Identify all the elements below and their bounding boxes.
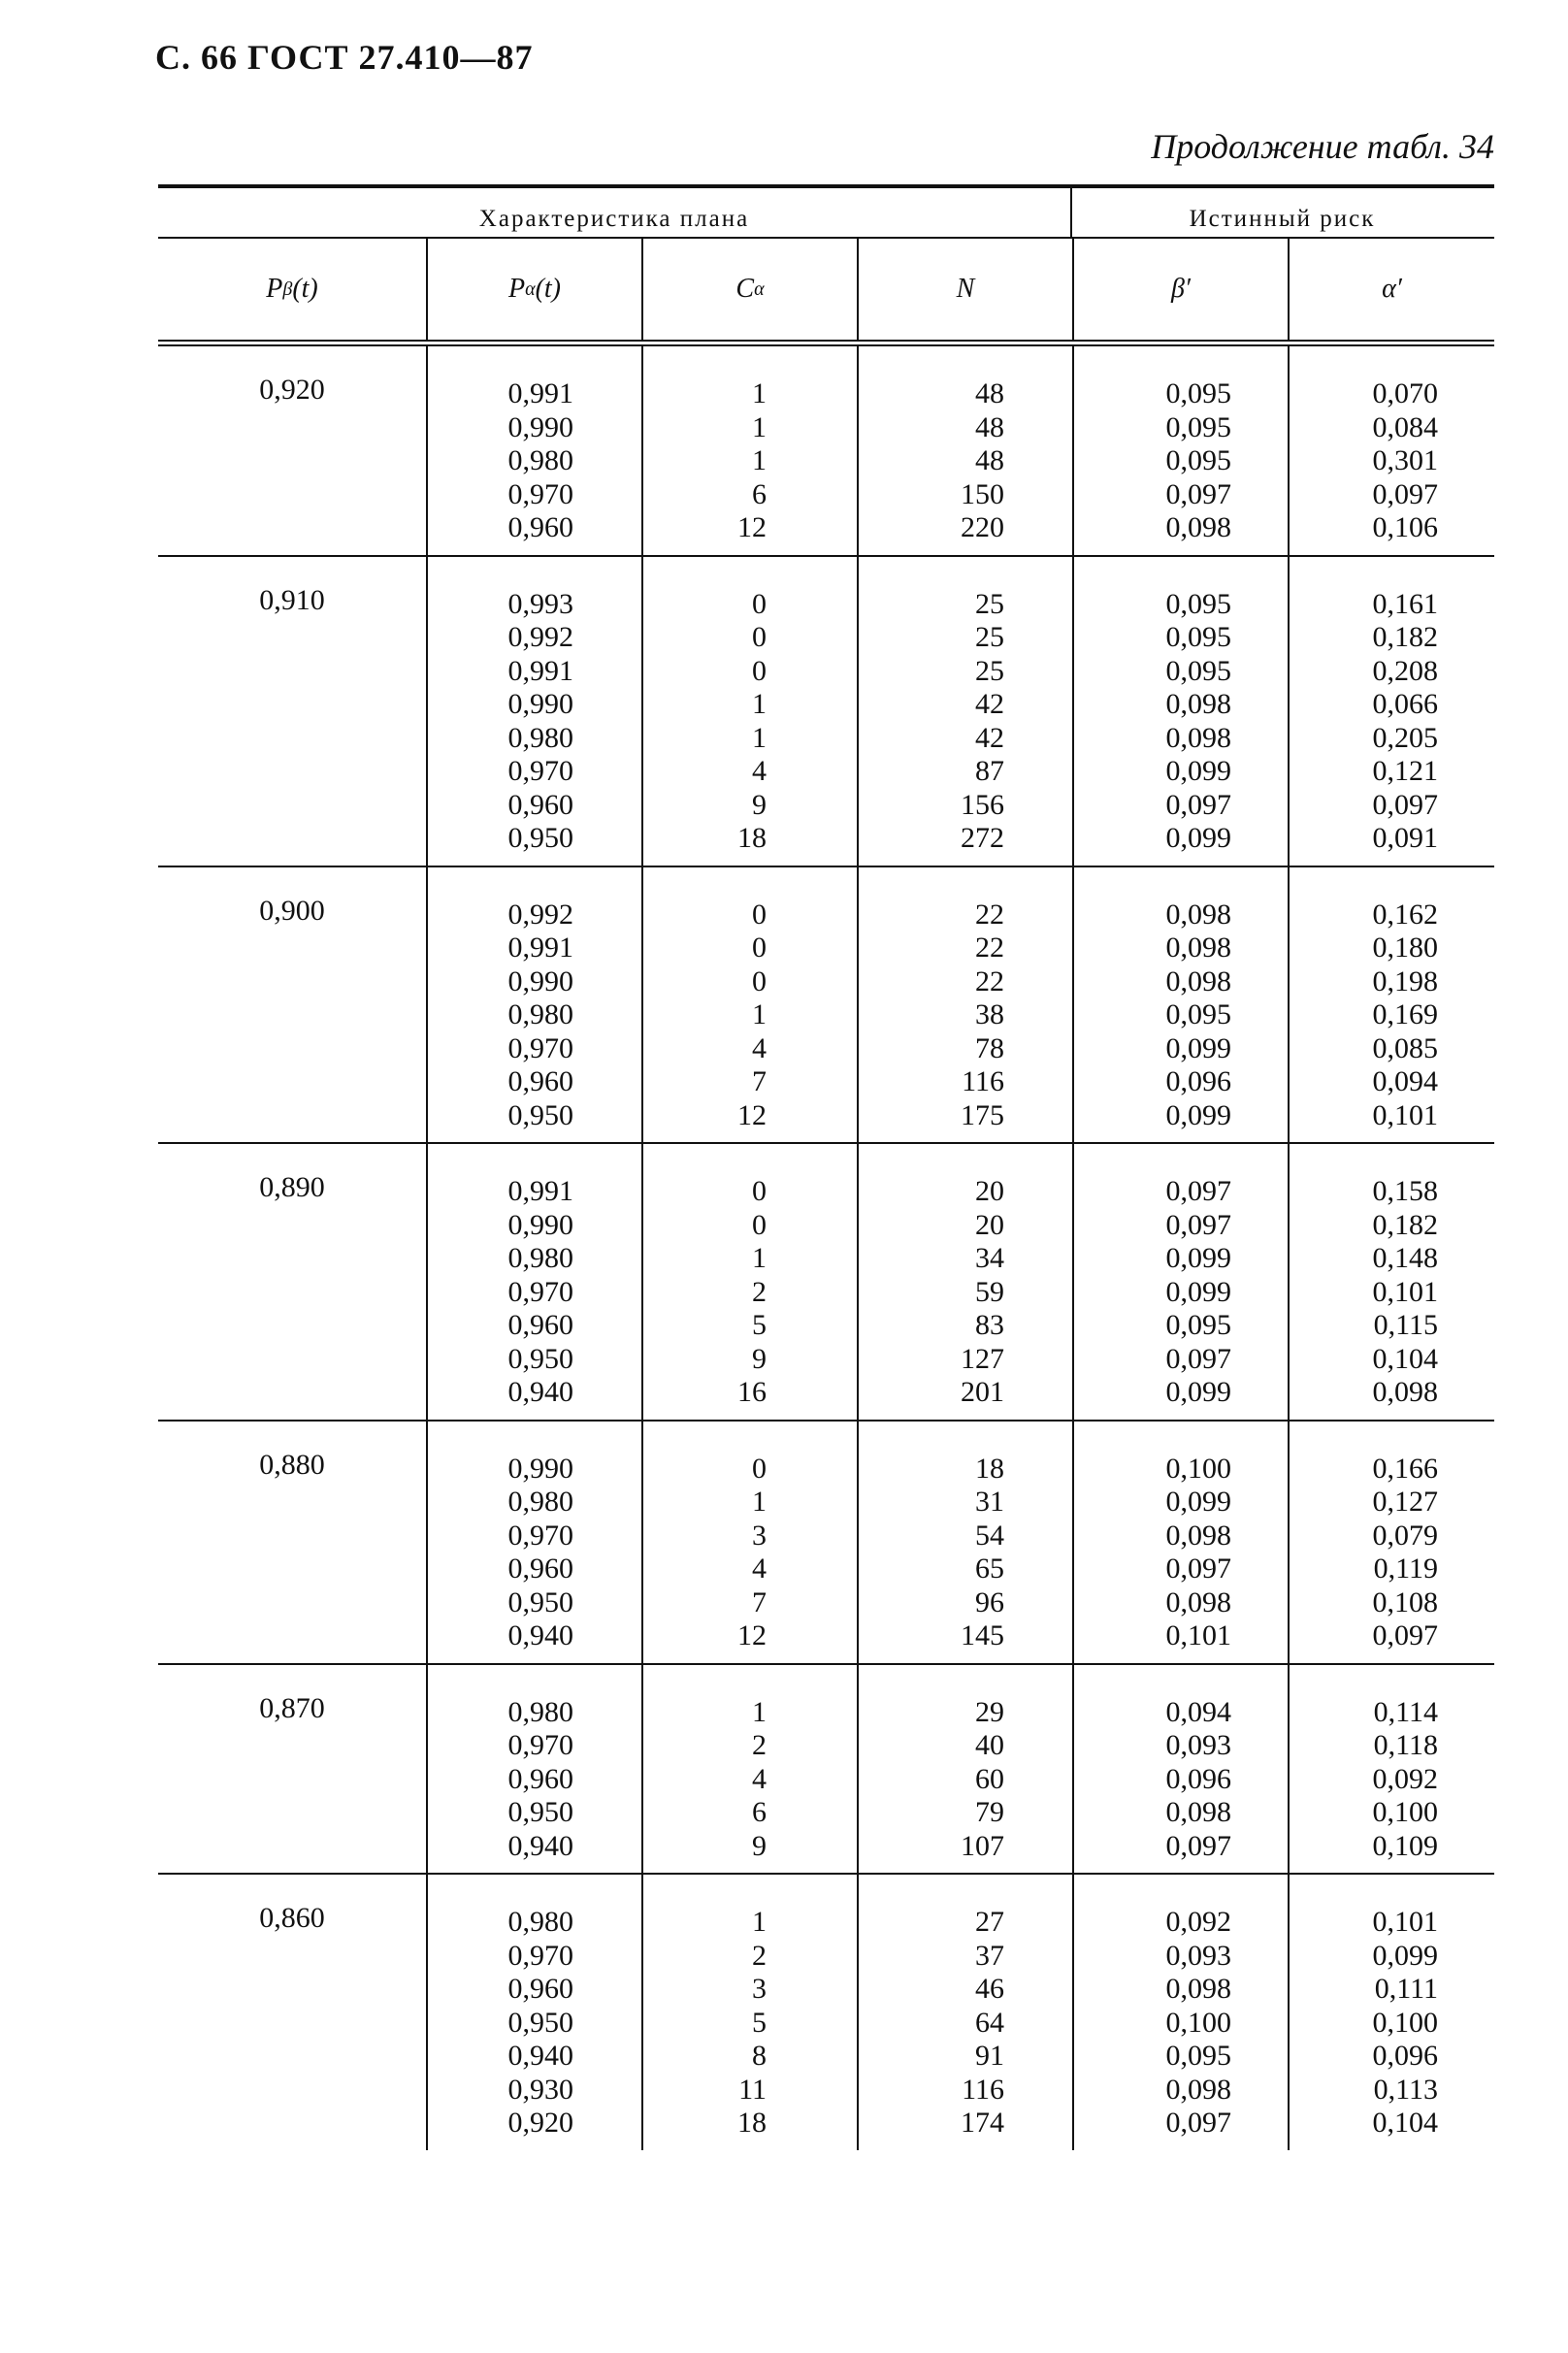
value-beta: 0,099 bbox=[1165, 1376, 1231, 1408]
cell-beta bbox=[1072, 1422, 1288, 1663]
value-beta: 0,093 bbox=[1165, 1729, 1231, 1761]
value-alpha: 0,096 bbox=[1372, 2040, 1438, 2072]
value-n: 127 bbox=[961, 1342, 1004, 1375]
value-pa: 0,991 bbox=[507, 654, 573, 687]
value-ca: 1 bbox=[752, 377, 767, 409]
value-beta: 0,097 bbox=[1165, 788, 1231, 821]
column-header-row bbox=[158, 239, 1494, 340]
value-beta: 0,094 bbox=[1165, 1695, 1231, 1728]
value-beta: 0,097 bbox=[1165, 1342, 1231, 1375]
value-pa: 0,980 bbox=[507, 444, 573, 476]
value-n: 48 bbox=[975, 377, 1004, 409]
value-beta: 0,097 bbox=[1165, 1552, 1231, 1585]
value-ca: 3 bbox=[752, 1973, 767, 2005]
value-ca: 18 bbox=[737, 2107, 767, 2139]
cell-pa bbox=[426, 557, 641, 866]
value-pa: 0,970 bbox=[507, 1729, 573, 1761]
value-pa: 0,950 bbox=[507, 822, 573, 854]
value-beta: 0,095 bbox=[1165, 377, 1231, 409]
value-n: 20 bbox=[975, 1175, 1004, 1207]
value-n: 64 bbox=[975, 2006, 1004, 2039]
cell-ca bbox=[641, 1665, 857, 1874]
col-header-pb: P β (t) bbox=[266, 274, 318, 304]
value-n: 42 bbox=[975, 721, 1004, 754]
value-alpha: 0,121 bbox=[1372, 755, 1438, 787]
value-n: 175 bbox=[961, 1098, 1004, 1131]
cell-ca bbox=[641, 1875, 857, 2150]
value-beta: 0,097 bbox=[1165, 477, 1231, 510]
value-alpha: 0,169 bbox=[1372, 998, 1438, 1030]
cell-ca bbox=[641, 346, 857, 555]
value-pa: 0,980 bbox=[507, 1486, 573, 1518]
value-n: 87 bbox=[975, 755, 1004, 787]
cell-alpha bbox=[1288, 1144, 1494, 1420]
table-body bbox=[158, 346, 1494, 2150]
value-ca: 5 bbox=[752, 2006, 767, 2039]
value-alpha: 0,070 bbox=[1372, 377, 1438, 409]
value-beta: 0,098 bbox=[1165, 898, 1231, 931]
cell-beta bbox=[1072, 1144, 1288, 1420]
cell-alpha bbox=[1288, 346, 1494, 555]
value-n: 25 bbox=[975, 621, 1004, 653]
value-alpha: 0,115 bbox=[1373, 1309, 1438, 1341]
table-row-group bbox=[158, 1663, 1494, 1874]
value-beta: 0,099 bbox=[1165, 1275, 1231, 1308]
value-pa: 0,940 bbox=[507, 2040, 573, 2072]
value-alpha: 0,100 bbox=[1372, 1796, 1438, 1828]
group-header-row bbox=[158, 188, 1494, 239]
cell-ca bbox=[641, 1422, 857, 1663]
value-pa: 0,970 bbox=[507, 1519, 573, 1552]
value-beta: 0,095 bbox=[1165, 444, 1231, 476]
cell-beta bbox=[1072, 557, 1288, 866]
cell-beta bbox=[1072, 867, 1288, 1143]
value-alpha: 0,301 bbox=[1372, 444, 1438, 476]
value-pa: 0,990 bbox=[507, 1208, 573, 1241]
value-alpha: 0,099 bbox=[1372, 1939, 1438, 1972]
value-pa: 0,980 bbox=[507, 998, 573, 1030]
col-header-n: N bbox=[857, 239, 1072, 340]
value-pa: 0,950 bbox=[507, 1585, 573, 1618]
value-ca: 12 bbox=[737, 1098, 767, 1131]
value-ca: 12 bbox=[737, 511, 767, 543]
value-alpha: 0,101 bbox=[1372, 1906, 1438, 1938]
value-pa: 0,970 bbox=[507, 1275, 573, 1308]
value-beta: 0,097 bbox=[1165, 1829, 1231, 1862]
cell-ca bbox=[641, 867, 857, 1143]
value-alpha: 0,182 bbox=[1372, 621, 1438, 653]
value-pa: 0,950 bbox=[507, 2006, 573, 2039]
value-alpha: 0,111 bbox=[1374, 1973, 1438, 2005]
value-n: 156 bbox=[961, 788, 1004, 821]
table-row-group bbox=[158, 866, 1494, 1143]
value-alpha: 0,092 bbox=[1372, 1762, 1438, 1795]
cell-pb: 0,920 bbox=[259, 374, 325, 406]
value-beta: 0,095 bbox=[1165, 2040, 1231, 2072]
cell-pb: 0,900 bbox=[259, 894, 325, 927]
value-ca: 2 bbox=[752, 1729, 767, 1761]
value-pa: 0,990 bbox=[507, 964, 573, 997]
value-beta: 0,095 bbox=[1165, 587, 1231, 620]
value-pa: 0,960 bbox=[507, 1552, 573, 1585]
value-pa: 0,992 bbox=[507, 621, 573, 653]
cell-pb: 0,860 bbox=[259, 1902, 325, 1934]
value-n: 116 bbox=[962, 1065, 1004, 1097]
value-ca: 2 bbox=[752, 1939, 767, 1972]
col-header-beta: β′ bbox=[1072, 239, 1288, 340]
header-double-rule bbox=[158, 340, 1494, 346]
table-continuation-label: Продолжение табл. 34 bbox=[1151, 127, 1494, 166]
value-n: 145 bbox=[961, 1619, 1004, 1651]
value-n: 46 bbox=[975, 1973, 1004, 2005]
value-pa: 0,960 bbox=[507, 1065, 573, 1097]
value-ca: 7 bbox=[752, 1065, 767, 1097]
value-beta: 0,095 bbox=[1165, 1309, 1231, 1341]
value-ca: 0 bbox=[752, 1208, 767, 1241]
value-beta: 0,092 bbox=[1165, 1906, 1231, 1938]
value-ca: 1 bbox=[752, 721, 767, 754]
value-ca: 1 bbox=[752, 410, 767, 443]
value-pa: 0,991 bbox=[507, 377, 573, 409]
value-pa: 0,950 bbox=[507, 1098, 573, 1131]
cell-pb: 0,870 bbox=[259, 1691, 325, 1724]
value-pa: 0,970 bbox=[507, 1939, 573, 1972]
value-alpha: 0,104 bbox=[1372, 1342, 1438, 1375]
value-pa: 0,950 bbox=[507, 1342, 573, 1375]
value-alpha: 0,148 bbox=[1372, 1242, 1438, 1274]
value-beta: 0,093 bbox=[1165, 1939, 1231, 1972]
value-beta: 0,099 bbox=[1165, 755, 1231, 787]
value-ca: 6 bbox=[752, 477, 767, 510]
value-n: 29 bbox=[975, 1695, 1004, 1728]
value-alpha: 0,127 bbox=[1372, 1486, 1438, 1518]
value-n: 27 bbox=[975, 1906, 1004, 1938]
value-alpha: 0,100 bbox=[1372, 2006, 1438, 2039]
value-n: 54 bbox=[975, 1519, 1004, 1552]
table-row-group bbox=[158, 1420, 1494, 1663]
value-ca: 0 bbox=[752, 587, 767, 620]
value-pa: 0,940 bbox=[507, 1829, 573, 1862]
table-row-group bbox=[158, 1873, 1494, 2150]
table-row-group bbox=[158, 555, 1494, 866]
value-alpha: 0,101 bbox=[1372, 1275, 1438, 1308]
value-ca: 4 bbox=[752, 1552, 767, 1585]
value-ca: 12 bbox=[737, 1619, 767, 1651]
value-alpha: 0,118 bbox=[1373, 1729, 1438, 1761]
value-n: 22 bbox=[975, 931, 1004, 964]
value-ca: 1 bbox=[752, 998, 767, 1030]
value-n: 79 bbox=[975, 1796, 1004, 1828]
value-ca: 4 bbox=[752, 1031, 767, 1064]
value-n: 83 bbox=[975, 1309, 1004, 1341]
value-n: 174 bbox=[961, 2107, 1004, 2139]
value-beta: 0,096 bbox=[1165, 1065, 1231, 1097]
value-beta: 0,099 bbox=[1165, 1486, 1231, 1518]
table-row-group bbox=[158, 346, 1494, 555]
value-pa: 0,990 bbox=[507, 688, 573, 720]
value-beta: 0,098 bbox=[1165, 2073, 1231, 2106]
value-beta: 0,096 bbox=[1165, 1762, 1231, 1795]
value-beta: 0,097 bbox=[1165, 1175, 1231, 1207]
value-n: 25 bbox=[975, 654, 1004, 687]
value-beta: 0,099 bbox=[1165, 1031, 1231, 1064]
cell-ca bbox=[641, 1144, 857, 1420]
value-alpha: 0,113 bbox=[1373, 2073, 1438, 2106]
value-ca: 5 bbox=[752, 1309, 767, 1341]
cell-beta bbox=[1072, 1665, 1288, 1874]
col-header-ca: C α bbox=[641, 239, 857, 340]
value-alpha: 0,101 bbox=[1372, 1098, 1438, 1131]
value-ca: 0 bbox=[752, 1452, 767, 1485]
value-pa: 0,960 bbox=[507, 511, 573, 543]
col-header-pa: P α (t) bbox=[426, 239, 641, 340]
value-pa: 0,992 bbox=[507, 898, 573, 931]
value-n: 18 bbox=[975, 1452, 1004, 1485]
value-ca: 1 bbox=[752, 1906, 767, 1938]
cell-pa bbox=[426, 1665, 641, 1874]
value-pa: 0,980 bbox=[507, 1906, 573, 1938]
value-beta: 0,100 bbox=[1165, 1452, 1231, 1485]
value-n: 150 bbox=[961, 477, 1004, 510]
value-beta: 0,095 bbox=[1165, 998, 1231, 1030]
value-pa: 0,960 bbox=[507, 1973, 573, 2005]
value-alpha: 0,180 bbox=[1372, 931, 1438, 964]
value-pa: 0,970 bbox=[507, 1031, 573, 1064]
value-alpha: 0,166 bbox=[1372, 1452, 1438, 1485]
value-beta: 0,101 bbox=[1165, 1619, 1231, 1651]
value-alpha: 0,158 bbox=[1372, 1175, 1438, 1207]
value-alpha: 0,084 bbox=[1372, 410, 1438, 443]
page-header: С. 66 ГОСТ 27.410—87 bbox=[155, 38, 534, 77]
value-n: 220 bbox=[961, 511, 1004, 543]
value-n: 272 bbox=[961, 822, 1004, 854]
value-ca: 0 bbox=[752, 898, 767, 931]
value-beta: 0,098 bbox=[1165, 721, 1231, 754]
value-n: 20 bbox=[975, 1208, 1004, 1241]
cell-pa bbox=[426, 867, 641, 1143]
value-alpha: 0,066 bbox=[1372, 688, 1438, 720]
value-beta: 0,095 bbox=[1165, 621, 1231, 653]
value-n: 116 bbox=[962, 2073, 1004, 2106]
value-alpha: 0,104 bbox=[1372, 2107, 1438, 2139]
value-ca: 0 bbox=[752, 654, 767, 687]
cell-pa bbox=[426, 1144, 641, 1420]
value-ca: 4 bbox=[752, 755, 767, 787]
value-ca: 9 bbox=[752, 1829, 767, 1862]
value-pa: 0,980 bbox=[507, 1695, 573, 1728]
value-beta: 0,097 bbox=[1165, 1208, 1231, 1241]
table-row-group bbox=[158, 1142, 1494, 1420]
value-alpha: 0,208 bbox=[1372, 654, 1438, 687]
group-header-risk: Истинный риск bbox=[1189, 206, 1376, 232]
value-pa: 0,960 bbox=[507, 1309, 573, 1341]
value-alpha: 0,097 bbox=[1372, 788, 1438, 821]
value-n: 91 bbox=[975, 2040, 1004, 2072]
value-pa: 0,960 bbox=[507, 788, 573, 821]
value-beta: 0,099 bbox=[1165, 1098, 1231, 1131]
value-ca: 8 bbox=[752, 2040, 767, 2072]
value-ca: 7 bbox=[752, 1585, 767, 1618]
value-pa: 0,940 bbox=[507, 1376, 573, 1408]
value-ca: 9 bbox=[752, 788, 767, 821]
cell-alpha bbox=[1288, 1422, 1494, 1663]
value-ca: 9 bbox=[752, 1342, 767, 1375]
value-n: 34 bbox=[975, 1242, 1004, 1274]
value-alpha: 0,079 bbox=[1372, 1519, 1438, 1552]
cell-pa bbox=[426, 1422, 641, 1663]
value-beta: 0,098 bbox=[1165, 931, 1231, 964]
value-alpha: 0,097 bbox=[1372, 1619, 1438, 1651]
value-n: 107 bbox=[961, 1829, 1004, 1862]
value-alpha: 0,198 bbox=[1372, 964, 1438, 997]
cell-ca bbox=[641, 557, 857, 866]
value-alpha: 0,119 bbox=[1373, 1552, 1438, 1585]
group-header-plan: Характеристика плана bbox=[478, 206, 750, 232]
value-n: 48 bbox=[975, 444, 1004, 476]
value-pa: 0,990 bbox=[507, 1452, 573, 1485]
cell-n bbox=[857, 1875, 1072, 2150]
value-beta: 0,099 bbox=[1165, 1242, 1231, 1274]
value-alpha: 0,205 bbox=[1372, 721, 1438, 754]
value-pa: 0,970 bbox=[507, 477, 573, 510]
cell-alpha bbox=[1288, 1665, 1494, 1874]
value-beta: 0,099 bbox=[1165, 822, 1231, 854]
value-pa: 0,940 bbox=[507, 1619, 573, 1651]
value-alpha: 0,097 bbox=[1372, 477, 1438, 510]
value-ca: 0 bbox=[752, 1175, 767, 1207]
value-n: 31 bbox=[975, 1486, 1004, 1518]
value-pa: 0,980 bbox=[507, 721, 573, 754]
cell-pb: 0,880 bbox=[259, 1448, 325, 1481]
value-beta: 0,098 bbox=[1165, 1585, 1231, 1618]
value-ca: 18 bbox=[737, 822, 767, 854]
value-beta: 0,098 bbox=[1165, 1796, 1231, 1828]
value-ca: 11 bbox=[738, 2073, 767, 2106]
value-beta: 0,098 bbox=[1165, 688, 1231, 720]
value-n: 37 bbox=[975, 1939, 1004, 1972]
value-n: 48 bbox=[975, 410, 1004, 443]
value-beta: 0,095 bbox=[1165, 410, 1231, 443]
value-beta: 0,098 bbox=[1165, 511, 1231, 543]
value-alpha: 0,106 bbox=[1372, 511, 1438, 543]
value-pa: 0,991 bbox=[507, 931, 573, 964]
value-n: 38 bbox=[975, 998, 1004, 1030]
value-alpha: 0,114 bbox=[1373, 1695, 1438, 1728]
value-alpha: 0,162 bbox=[1372, 898, 1438, 931]
cell-pa bbox=[426, 346, 641, 555]
value-ca: 6 bbox=[752, 1796, 767, 1828]
value-pa: 0,950 bbox=[507, 1796, 573, 1828]
value-n: 201 bbox=[961, 1376, 1004, 1408]
value-beta: 0,100 bbox=[1165, 2006, 1231, 2039]
value-alpha: 0,094 bbox=[1372, 1065, 1438, 1097]
value-pa: 0,993 bbox=[507, 587, 573, 620]
value-n: 60 bbox=[975, 1762, 1004, 1795]
value-ca: 0 bbox=[752, 931, 767, 964]
value-beta: 0,098 bbox=[1165, 964, 1231, 997]
value-beta: 0,095 bbox=[1165, 654, 1231, 687]
value-ca: 0 bbox=[752, 964, 767, 997]
cell-pb: 0,890 bbox=[259, 1171, 325, 1203]
value-ca: 1 bbox=[752, 1486, 767, 1518]
cell-n bbox=[857, 557, 1072, 866]
cell-beta bbox=[1072, 1875, 1288, 2150]
value-n: 25 bbox=[975, 587, 1004, 620]
cell-n bbox=[857, 1144, 1072, 1420]
value-n: 59 bbox=[975, 1275, 1004, 1308]
value-n: 65 bbox=[975, 1552, 1004, 1585]
value-n: 22 bbox=[975, 898, 1004, 931]
cell-n bbox=[857, 1422, 1072, 1663]
value-ca: 1 bbox=[752, 688, 767, 720]
value-alpha: 0,109 bbox=[1372, 1829, 1438, 1862]
cell-beta bbox=[1072, 346, 1288, 555]
cell-n bbox=[857, 1665, 1072, 1874]
value-beta: 0,097 bbox=[1165, 2107, 1231, 2139]
value-beta: 0,098 bbox=[1165, 1519, 1231, 1552]
value-pa: 0,970 bbox=[507, 755, 573, 787]
value-ca: 1 bbox=[752, 1695, 767, 1728]
cell-alpha bbox=[1288, 1875, 1494, 2150]
cell-pb: 0,910 bbox=[259, 583, 325, 616]
value-n: 22 bbox=[975, 964, 1004, 997]
value-pa: 0,960 bbox=[507, 1762, 573, 1795]
data-table bbox=[158, 184, 1494, 2150]
col-header-alpha: α′ bbox=[1288, 239, 1494, 340]
value-alpha: 0,161 bbox=[1372, 587, 1438, 620]
value-alpha: 0,085 bbox=[1372, 1031, 1438, 1064]
value-alpha: 0,108 bbox=[1372, 1585, 1438, 1618]
value-beta: 0,098 bbox=[1165, 1973, 1231, 2005]
cell-n bbox=[857, 346, 1072, 555]
value-ca: 16 bbox=[737, 1376, 767, 1408]
cell-alpha bbox=[1288, 557, 1494, 866]
value-pa: 0,991 bbox=[507, 1175, 573, 1207]
cell-pa bbox=[426, 1875, 641, 2150]
value-pa: 0,920 bbox=[507, 2107, 573, 2139]
value-alpha: 0,091 bbox=[1372, 822, 1438, 854]
value-n: 40 bbox=[975, 1729, 1004, 1761]
value-ca: 2 bbox=[752, 1275, 767, 1308]
value-pa: 0,990 bbox=[507, 410, 573, 443]
cell-alpha bbox=[1288, 867, 1494, 1143]
value-ca: 3 bbox=[752, 1519, 767, 1552]
value-ca: 1 bbox=[752, 1242, 767, 1274]
cell-n bbox=[857, 867, 1072, 1143]
value-n: 42 bbox=[975, 688, 1004, 720]
value-n: 96 bbox=[975, 1585, 1004, 1618]
value-ca: 1 bbox=[752, 444, 767, 476]
value-ca: 0 bbox=[752, 621, 767, 653]
value-pa: 0,930 bbox=[507, 2073, 573, 2106]
value-alpha: 0,098 bbox=[1372, 1376, 1438, 1408]
value-pa: 0,980 bbox=[507, 1242, 573, 1274]
value-alpha: 0,182 bbox=[1372, 1208, 1438, 1241]
value-n: 78 bbox=[975, 1031, 1004, 1064]
value-ca: 4 bbox=[752, 1762, 767, 1795]
